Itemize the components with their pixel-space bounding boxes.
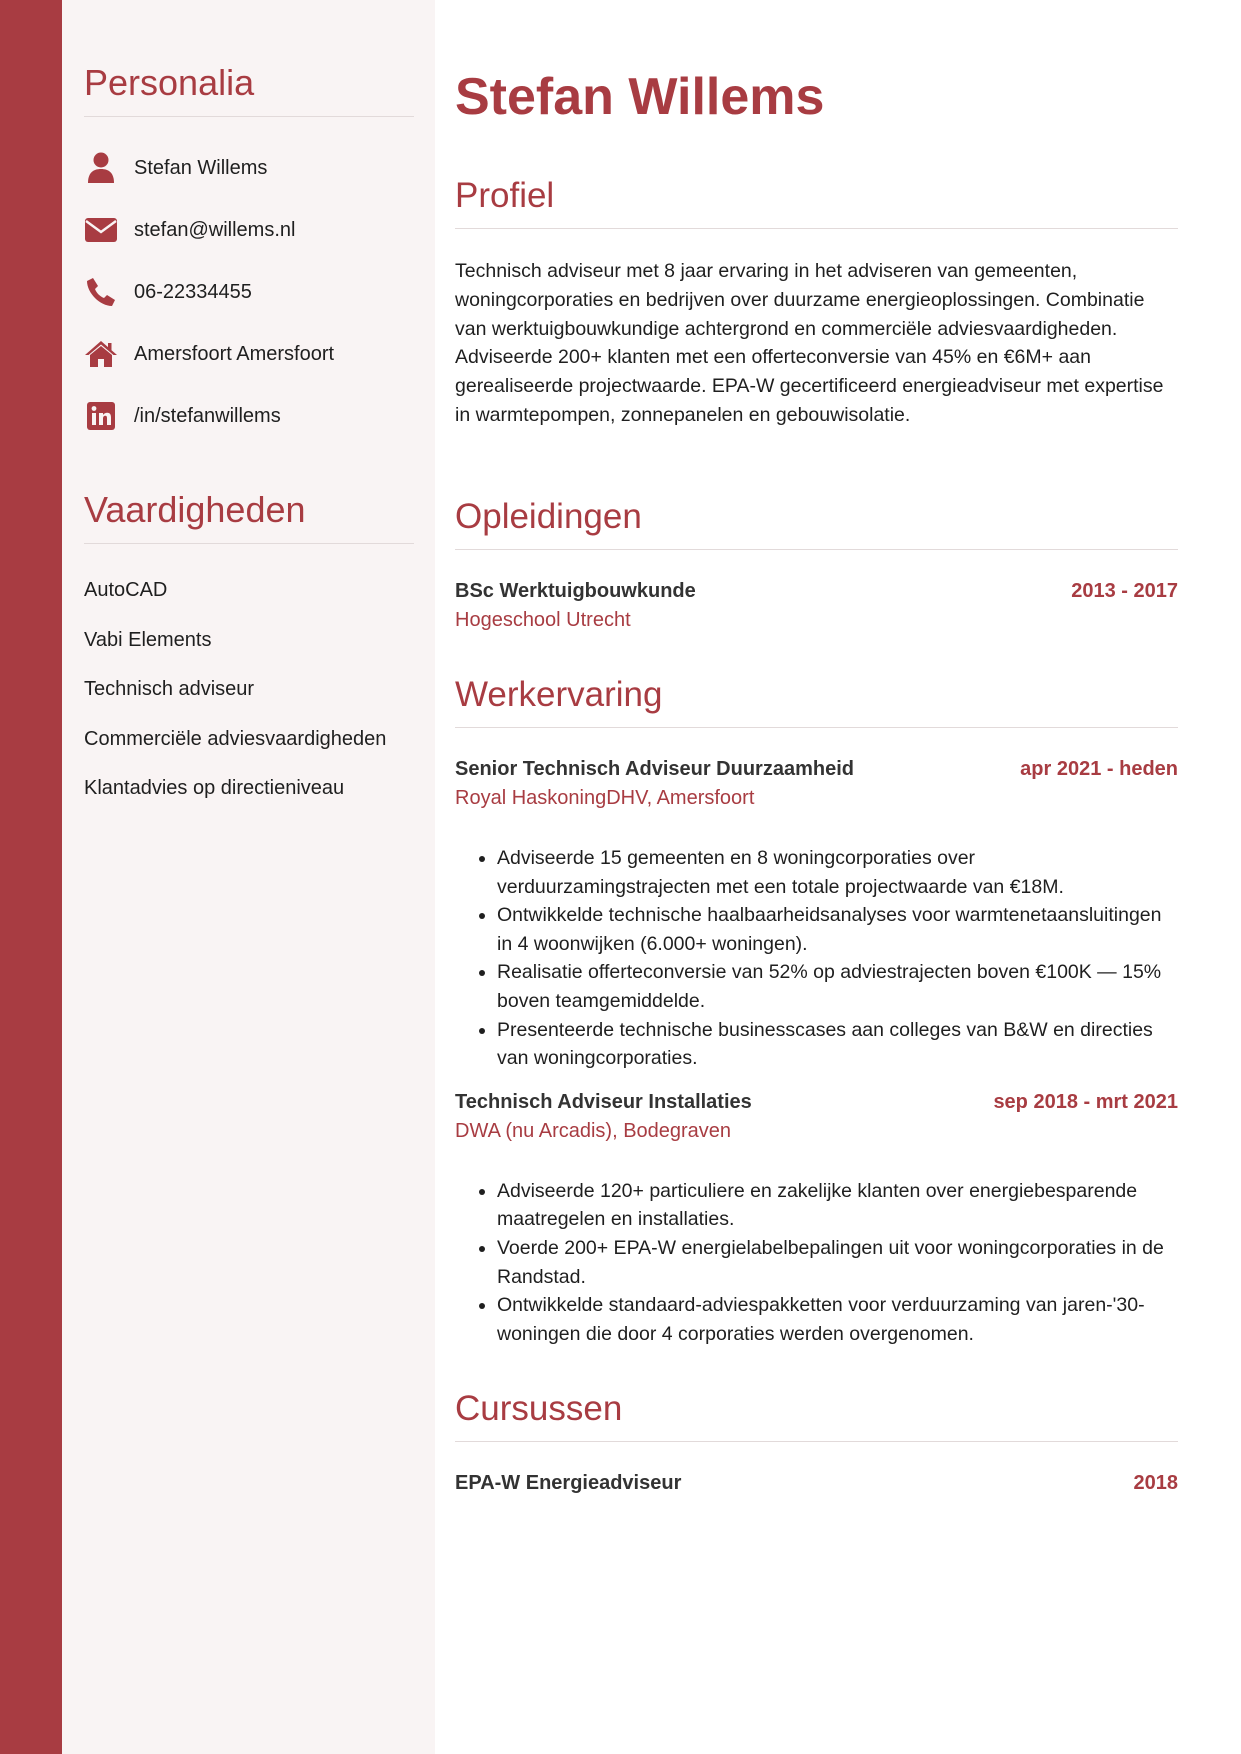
education-entry	[455, 580, 1178, 632]
skill-item: Commerciële adviesvaardigheden	[84, 727, 387, 750]
job-title: Technisch Adviseur Installaties	[455, 1090, 752, 1113]
course-date: 2018	[1133, 1472, 1178, 1494]
contact-name-text: Stefan Willems	[134, 156, 268, 179]
home-icon	[84, 337, 118, 371]
skills-heading: Vaardigheden	[84, 489, 414, 544]
contact-phone	[84, 261, 414, 323]
courses-heading: Cursussen	[455, 1389, 1178, 1442]
bullet-item: • Ontwikkelde standaard-adviespakketten voor verduurzaming van jaren-'30-woningen die door 4 corporaties werden overgenomen.	[497, 1291, 1178, 1348]
skill-list	[84, 566, 414, 814]
bullet-item: • Adviseerde 120+ particuliere en zakelijke klanten over energiebesparende maatregelen en installaties.	[497, 1177, 1178, 1234]
job-company: Royal HaskoningDHV, Amersfoort	[455, 787, 755, 809]
profile-heading: Profiel	[455, 176, 1178, 229]
experience-heading: Werkervaring	[455, 675, 1178, 728]
job-company: DWA (nu Arcadis), Bodegraven	[455, 1119, 732, 1142]
education-heading: Opleidingen	[455, 497, 1178, 550]
phone-icon	[84, 275, 118, 309]
bullet-item: • Presenteerde technische businesscases aan colleges van B&W en directies van woningcorporaties.	[497, 1016, 1178, 1073]
job-date: sep 2018 - mrt 2021	[993, 1090, 1178, 1113]
contact-email-text[interactable]: stefan@willems.nl	[134, 218, 296, 241]
profile-section	[455, 176, 1178, 430]
job-bullets	[455, 1177, 1178, 1349]
skill-item: Technisch adviseur	[84, 678, 255, 700]
course-title: EPA-W Energieadviseur	[455, 1472, 682, 1494]
job-title: Senior Technisch Adviseur Duurzaamheid	[455, 758, 854, 780]
education-date: 2013 - 2017	[1071, 580, 1178, 602]
courses-section	[455, 1389, 1178, 1495]
contact-address-text: Amersfoort Amersfoort	[134, 342, 335, 365]
experience-entry	[455, 758, 1178, 1073]
experience-entry	[455, 1091, 1178, 1349]
contact-address	[84, 323, 414, 385]
profile-text: Technisch adviseur met 8 jaar ervaring in het adviseren van gemeenten, woningcorporaties en bedrijven over duurzame energieoplossingen. Combinatie van werktuigbouwkundige achtergrond en commerciële adviesvaardigheden. Adviseerde 200+ klanten met een offerteconversie van 45% en €6M+ aan gerealiseerde projectwaarde. EPA-W gecertificeerd energieadviseur met expertise in warmtepompen, zonnepanelen en gebouwisolatie.	[455, 260, 1164, 426]
bullet-item: • Adviseerde 15 gemeenten en 8 woningcorporaties over verduurzamingstrajecten met een totale projectwaarde van €18M.	[497, 844, 1178, 901]
job-date: apr 2021 - heden	[1020, 758, 1178, 780]
personalia-heading: Personalia	[84, 62, 414, 117]
bullet-item: • Voerde 200+ EPA-W energielabelbepalingen uit voor woningcorporaties in de Randstad.	[497, 1234, 1178, 1291]
envelope-icon	[84, 213, 118, 247]
skill-item: Klantadvies op directieniveau	[84, 777, 345, 799]
linkedin-icon	[84, 399, 118, 433]
bullet-item: • Realisatie offerteconversie van 52% op adviestrajecten boven €100K — 15% boven teamgemiddelde.	[497, 958, 1178, 1015]
contact-linkedin	[84, 385, 414, 447]
candidate-name: Stefan Willems	[455, 68, 825, 126]
contact-phone-text: 06-22334455	[134, 280, 252, 303]
contact-name	[84, 137, 414, 199]
accent-stripe	[0, 0, 62, 1754]
user-icon	[84, 151, 118, 185]
experience-section	[455, 675, 1178, 1348]
contact-email	[84, 199, 414, 261]
bullet-item: • Ontwikkelde technische haalbaarheidsanalyses voor warmtenetaansluitingen in 4 woonwijken (6.000+ woningen).	[497, 901, 1178, 958]
contact-list	[84, 137, 414, 447]
skill-item: Vabi Elements	[84, 628, 212, 651]
contact-linkedin-text[interactable]: /in/stefanwillems	[134, 404, 281, 427]
education-section	[455, 497, 1178, 632]
education-institution: Hogeschool Utrecht	[455, 609, 631, 631]
skill-item: AutoCAD	[84, 579, 168, 601]
education-title: BSc Werktuigbouwkunde	[455, 580, 696, 602]
sidebar	[62, 0, 435, 1754]
job-bullets	[455, 844, 1178, 1073]
course-entry	[455, 1472, 1178, 1495]
